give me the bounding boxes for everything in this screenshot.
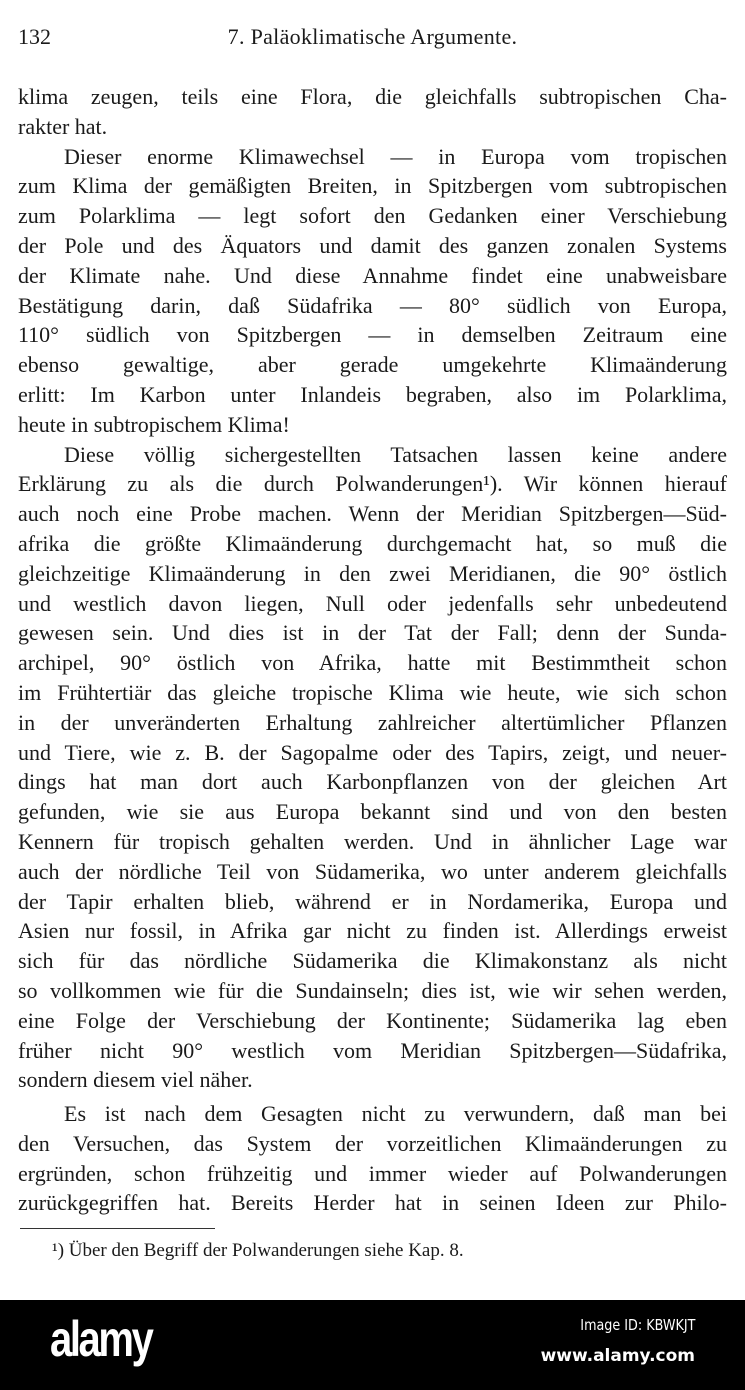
text-line: ebenso gewaltige, aber gerade umgekehrte Klimaänderung [18,352,727,378]
text-line: afrika die größte Klimaänderung durchgemacht hat, so muß die [18,530,727,556]
text-line: der Tapir erhalten blieb, während er in Nordamerika, Europa und [18,888,727,914]
text-line: früher nicht 90° westlich vom Meridian Spitzbergen—Südafrika, [18,1037,727,1063]
site-url: www.alamy.com [540,1346,695,1366]
text-line: Bestätigung darin, daß Südafrika — 80° südlich von Europa, [18,292,727,318]
footnote-divider [20,1228,215,1229]
body-text [18,82,727,1218]
text-line: und Tiere, wie z. B. der Sagopalme oder des Tapirs, zeigt, und neuer- [18,739,727,765]
text-line: sich für das nördliche Südamerika die Klimakonstanz als nicht [18,948,727,974]
text-line: gewesen sein. Und dies ist in der Tat der Fall; denn der Sunda- [18,620,727,646]
text-line: auch der nördliche Teil von Südamerika, wo unter anderem gleichfalls [18,858,727,884]
text-line: gefunden, wie sie aus Europa bekannt sind und von den besten [18,799,727,825]
text-line: Es ist nach dem Gesagten nicht zu verwundern, daß man bei [64,1101,727,1127]
watermark-banner [0,1300,745,1390]
text-line: auch noch eine Probe machen. Wenn der Meridian Spitzbergen—Süd- [18,501,727,527]
running-header [18,24,727,54]
text-line: eine Folge der Verschiebung der Kontinente; Südamerika lag eben [18,1007,727,1033]
text-line: gleichzeitige Klimaänderung in den zwei Meridianen, die 90° östlich [18,560,727,586]
text-line: zum Klima der gemäßigten Breiten, in Spitzbergen vom subtropischen [18,173,727,199]
text-line: so vollkommen wie für die Sundainseln; dies ist, wie wir sehen werden, [18,977,727,1003]
text-line: Erklärung zu als die durch Polwanderungen¹). Wir können hierauf [18,471,727,497]
footnote: ¹) Über den Begriff der Polwanderungen siehe Kap. 8. [52,1240,464,1261]
text-line: sondern diesem viel näher. [18,1067,253,1093]
text-line: den Versuchen, das System der vorzeitlichen Klimaänderungen zu [18,1130,727,1156]
text-line: rakter hat. [18,113,108,139]
text-line: Kennern für tropisch gehalten werden. Und in ähnlicher Lage war [18,828,727,854]
text-line: der Pole und des Äquators und damit des ganzen zonalen Systems [18,232,727,258]
text-line: erlitt: Im Karbon unter Inlandeis begraben, also im Polarklima, [18,381,727,407]
text-line: Dieser enorme Klimawechsel — in Europa vom tropischen [64,143,727,169]
text-line: dings hat man dort auch Karbonpflanzen von der gleichen Art [18,769,727,795]
page-number: 132 [18,24,51,49]
text-line: archipel, 90° östlich von Afrika, hatte mit Bestimmtheit schon [18,650,727,676]
text-line: Diese völlig sichergestellten Tatsachen lassen keine andere [64,441,727,467]
text-line: zum Polarklima — legt sofort den Gedanken einer Verschiebung [18,203,727,229]
text-line: klima zeugen, teils eine Flora, die gleichfalls subtropischen Cha- [18,84,727,109]
text-line: in der unveränderten Erhaltung zahlreicher altertümlicher Pflanzen [18,709,727,735]
alamy-logo: alamy [50,1311,152,1367]
image-id: Image ID: KBWKJT [579,1316,695,1334]
text-line: im Frühtertiär das gleiche tropische Klima wie heute, wie sich schon [18,679,727,705]
text-line: der Klimate nahe. Und diese Annahme findet eine unabweisbare [18,262,727,288]
text-line: Asien nur fossil, in Afrika gar nicht zu finden ist. Allerdings erweist [18,918,727,944]
text-line: ergründen, schon frühzeitig und immer wieder auf Polwanderungen [18,1160,727,1186]
text-line: 110° südlich von Spitzbergen — in demselben Zeitraum eine [18,322,727,348]
text-line: heute in subtropischem Klima! [18,411,290,437]
text-line: und westlich davon liegen, Null oder jedenfalls sehr unbedeutend [18,590,727,616]
running-title: 7. Paläoklimatische Argumente. [227,24,518,49]
text-line: zurückgegriffen hat. Bereits Herder hat in seinen Ideen zur Philo- [18,1190,727,1216]
